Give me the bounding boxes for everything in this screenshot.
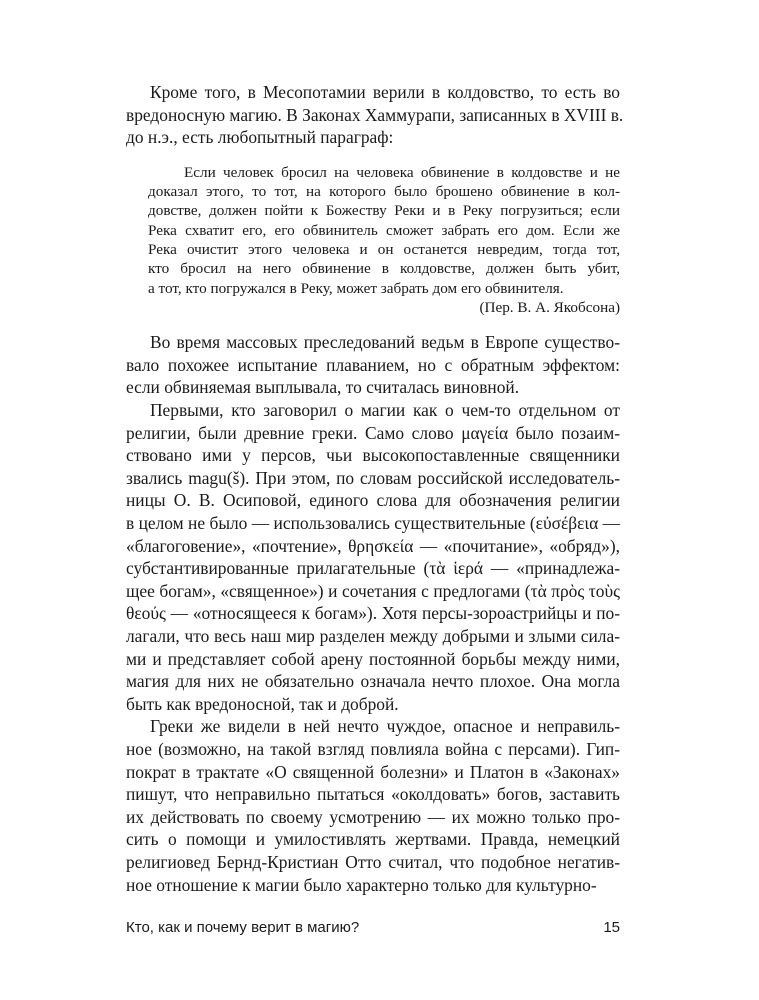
body-line: θεούς — «относящееся к богам»). Хотя персы-зороастрийцы и по- [126,603,620,624]
body-line: Греки же видели в ней нечто чуждое, опасное и неправиль- [150,716,620,737]
body-line: щее богам», «священное») и сочетания с предлогами (τὰ πρὸς τοὺς [126,580,620,601]
quote-line: а тот, кто погружался в Реку, может забрать дом его обвинителя. [148,279,564,297]
quote-line: доказал этого, то тот, на которого было брошено обвинение в кол- [148,183,620,201]
body-line: религиовед Бернд-Кристиан Отто считал, что подобное негатив- [126,852,620,872]
body-line: религии, были древние греки. Само слово μαγεία было позаим- [126,422,620,443]
running-footer-title: Кто, как и почему верит в магию? [126,919,360,936]
body-line: вало похожее испытание плаванием, но с обратным эффектом: [126,354,620,375]
body-line: сить о помощи и умилостивлять жертвами. Правда, немецкий [126,829,620,850]
body-line: ствовано ими у персов, чьи высокопоставленные священники [126,445,620,466]
body-line: быть как вредоносной, так и доброй. [126,693,399,714]
quote-line: Река схватит его, его обвинитель сможет забрать его дом. Если же [148,221,620,239]
body-line: Во время массовых преследований ведьм в Европе существо- [150,332,620,353]
body-line: ное отношение к магии было характерно только для культурно- [126,874,597,895]
body-line: «благоговение», «почтение», θρησκεία — «почитание», «обряд»), [126,535,620,556]
body-line: магия для них не обязательно означала нечто плохое. Она могла [126,671,620,692]
body-line: Первыми, кто заговорил о магии как о чем-то отдельном от [150,400,620,420]
quote-attribution: (Пер. В. А. Якобсона) [479,298,620,316]
body-line: ми и представляет собой арену постоянной борьбы между ними, [126,648,620,669]
body-line: лагали, что весь наш мир разделен между добрыми и злыми сила- [126,626,620,646]
quote-line: Река очистит этого человека и он останется невредим, тогда тот, [148,241,620,258]
body-line: субстантивированные прилагательные (τὰ ἱερά — «принадлежа- [126,558,620,579]
body-line: их действовать по своему усмотрению — их можно только про- [126,806,620,827]
body-line: ное (возможно, на такой взгляд повлияла война с персами). Гип- [126,739,620,759]
body-line: если обвиняемая выплывала, то считалась виновной. [126,377,520,398]
body-line: звались magu(š). При этом, по словам российской исследователь- [126,467,620,488]
body-line: пишут, что неправильно пытаться «околдовать» богов, заставить [126,784,620,805]
quote-line: Если человек бросил на человека обвинение в колдовстве и не [184,163,620,181]
body-line: до н.э., есть любопытный параграф: [126,127,394,148]
quote-line: кто бросил на него обвинение в колдовстве, должен быть убит, [148,260,620,278]
body-line: ницы О. В. Осиповой, единого слова для обозначения религии [126,490,620,511]
body-line: пократ в трактате «О священной болезни» и Платон в «Законах» [126,761,620,782]
page-number: 15 [603,919,620,936]
body-line: вредоносную магию. В Законах Хаммурапи, записанных в XVIII в. [126,104,624,125]
body-line: в целом не было — использовались существительные (εὐσέβεια — [126,513,620,533]
quote-line: довстве, должен пойти к Божеству Реки и в Реку погрузиться; если [148,202,620,220]
body-line: Кроме того, в Месопотамии верили в колдовство, то есть во [150,82,620,102]
